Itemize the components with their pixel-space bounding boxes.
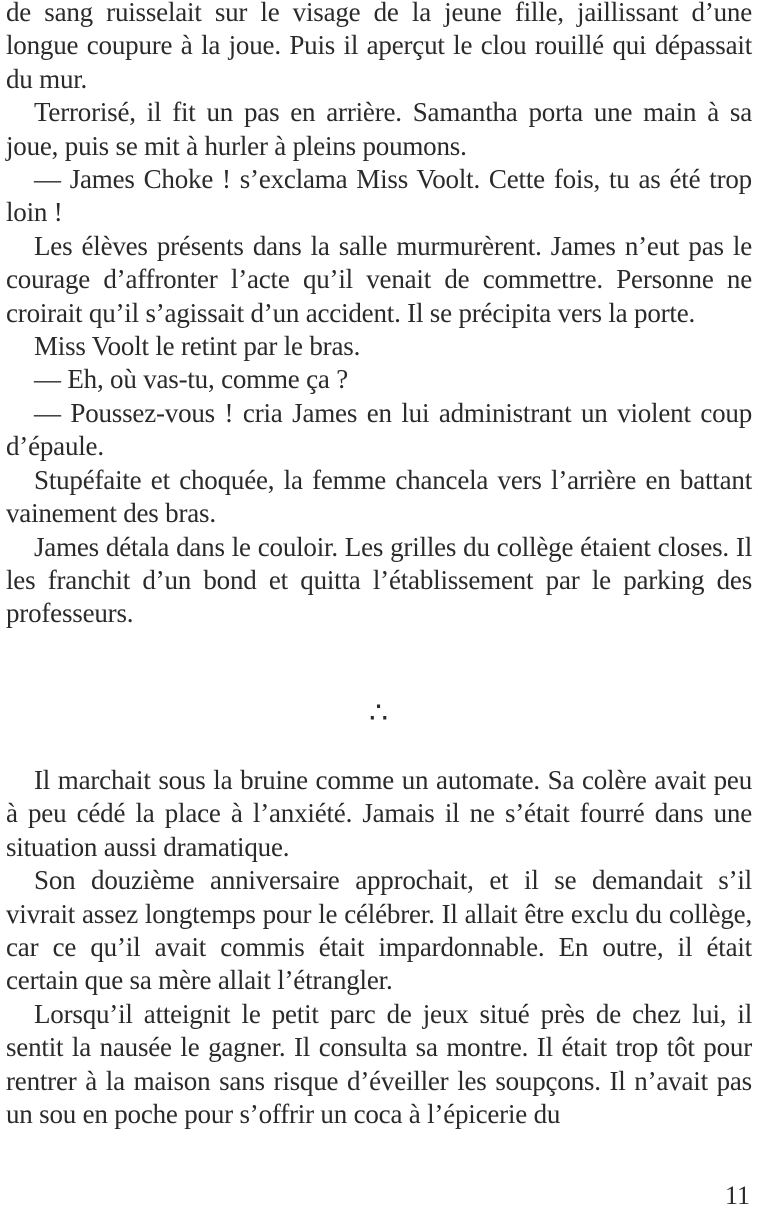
section-one-text [6,0,752,631]
paragraph: Il marchait sous la bruine comme un automate. Sa colère avait peu à peu cédé la place à l’anxiété. Jamais il ne s’était fourré dans une situation aussi dramatique. [6,765,752,862]
paragraph: Son douzième anniversaire approchait, et il se demandait s’il vivrait assez longtemps pour le célébrer. Il allait être exclu du collège, car ce qu’il avait commis était impardonnable. En outre, il était certain que sa mère allait l’étrangler. [6,865,752,996]
dialogue-paragraph: — Poussez-vous ! cria James en lui administrant un violent coup d’épaule. [6,397,752,462]
paragraph: de sang ruisselait sur le visage de la jeune fille, jaillissant d’une longue coupure à la joue. Puis il aperçut le clou rouillé qui dépassait du mur. [6,0,752,94]
section-separator: ∴ [368,697,390,730]
section-two-text [6,764,752,1131]
paragraph: Lorsqu’il atteignit le petit parc de jeux situé près de chez lui, il sentit la nausée le gagner. Il consulta sa montre. Il était trop tôt pour rentrer à la maison sans risque d’éveiller les soupçons. Il n’avait pas un sou en poche pour s’offrir un coca à l’épicerie du [6,998,752,1130]
dialogue-paragraph: — James Choke ! s’exclama Miss Voolt. Cette fois, tu as été trop loin ! [6,164,752,228]
paragraph: Les élèves présents dans la salle murmurèrent. James n’eut pas le courage d’affronter l’acte qu’il venait de commettre. Personne ne croirait qu’il s’agissait d’un accident. Il se précipita vers la porte. [6,230,752,328]
paragraph: Miss Voolt le retint par le bras. [34,331,361,362]
dialogue-paragraph: — Eh, où vas-tu, comme ça ? [34,364,348,395]
paragraph: Stupéfaite et choquée, la femme chancela vers l’arrière en battant vainement des bras. [6,464,752,529]
paragraph: James détala dans le couloir. Les grilles du collège étaient closes. Il les franchit d’un bond et quitta l’établissement par le parking des professeurs. [6,531,752,629]
page-number: 11 [724,1181,750,1210]
paragraph: Terrorisé, il fit un pas en arrière. Samantha porta une main à sa joue, puis se mit à hurler à pleins poumons. [6,97,752,161]
